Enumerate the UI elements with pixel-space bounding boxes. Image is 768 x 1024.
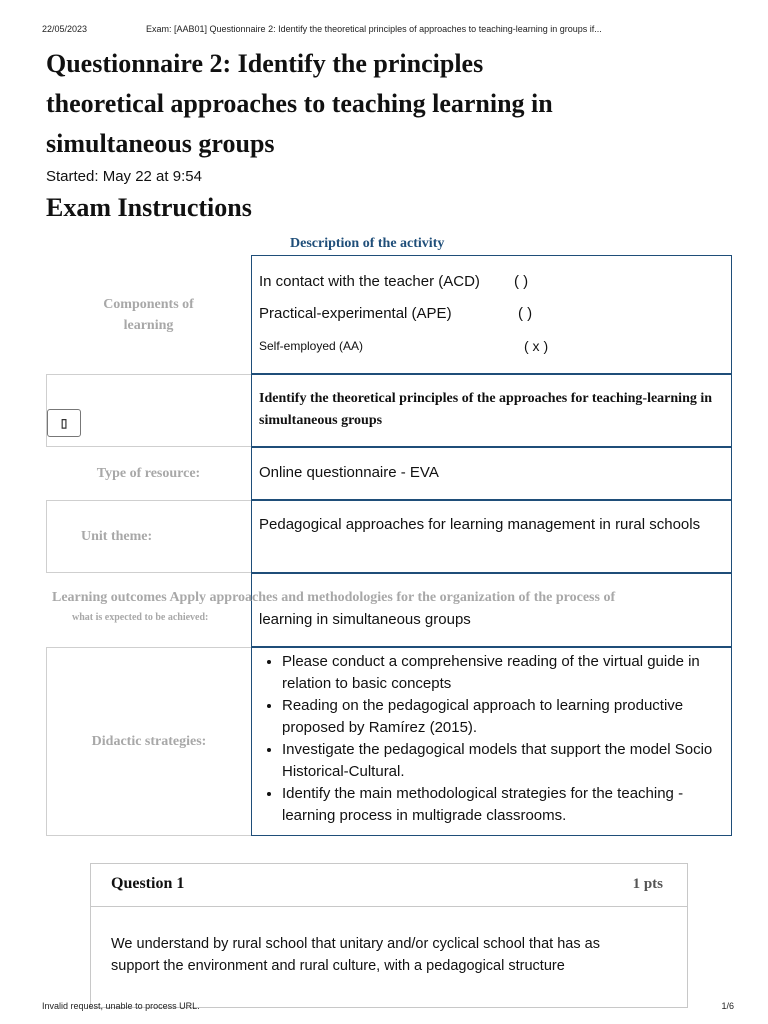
resource-label: Type of resource: (96, 466, 201, 481)
strategies-list (251, 647, 732, 836)
print-header (42, 24, 602, 34)
component-option-text: In contact with the teacher (ACD) (259, 273, 480, 290)
outcomes-label: Learning outcomes Apply approaches and methodologies for the organization of the process of (52, 590, 616, 605)
outcomes-value: learning in simultaneous groups (251, 573, 732, 647)
strategy-item: • Identify the main methodological strategies for the teaching - learning process in multigrade classrooms. (282, 783, 731, 827)
unit-theme-label: Unit theme: (46, 500, 251, 573)
started-time: Started: May 22 at 9:54 (46, 168, 202, 185)
outcomes-row (46, 573, 732, 647)
question-header (91, 864, 687, 907)
question-name: Question 1 (111, 875, 185, 892)
print-page-title: Exam: [AAB01] Questionnaire 2: Identify the theoretical principles of approaches to teaching-learning in groups if... (146, 24, 602, 34)
components-options (251, 255, 732, 374)
unit-theme-row (46, 500, 732, 573)
resource-row (46, 447, 732, 500)
image-placeholder-icon[interactable]: ▯ (47, 409, 81, 437)
strategy-item: • Please conduct a comprehensive reading of the virtual guide in relation to basic concepts (282, 651, 731, 695)
components-label: Components of learning (103, 296, 194, 333)
component-option-mark: ( ) (518, 305, 533, 322)
strategy-item: • Reading on the pedagogical approach to learning productive proposed by Ramírez (2015). (282, 695, 731, 739)
print-footer-message: Invalid request, unable to process URL. (42, 1001, 200, 1011)
activity-table-header: Description of the activity (290, 236, 445, 251)
topic-row (46, 374, 732, 447)
strategies-row (46, 647, 732, 836)
question-text: We understand by rural school that unitary and/or cyclical school that has as support the environment and rural culture, with a pedagogical structure (111, 936, 600, 974)
page-number: 1/6 (721, 1001, 734, 1011)
topic-label-cell (46, 374, 251, 447)
component-option-text: Self-employed (AA) (259, 339, 364, 353)
component-option-text: Practical-experimental (APE) (259, 305, 452, 322)
component-option-mark: ( ) (514, 273, 529, 290)
component-option (259, 266, 731, 298)
strategies-label: Didactic strategies: (46, 647, 251, 836)
component-option-mark: ( x ) (524, 338, 549, 354)
instructions-heading: Exam Instructions (46, 193, 252, 222)
print-date: 22/05/2023 (42, 24, 88, 34)
resource-value: Online questionnaire - EVA (251, 447, 732, 500)
print-footer (42, 1001, 734, 1011)
page-title: Questionnaire 2: Identify the principles theoretical approaches to teaching learning in simultaneous groups (46, 49, 553, 158)
question-card (90, 863, 688, 1008)
component-option (259, 330, 731, 362)
strategy-item: • Investigate the pedagogical models that support the model Socio Historical-Cultural. (282, 739, 731, 783)
question-points: 1 pts (632, 876, 663, 892)
topic-text: Identify the theoretical principles of the approaches for teaching-learning in simultaneous groups (251, 374, 732, 447)
component-option (259, 298, 731, 330)
components-row (46, 255, 732, 374)
outcomes-sub-label: what is expected to be achieved: (72, 612, 209, 623)
unit-theme-value: Pedagogical approaches for learning management in rural schools (251, 500, 732, 573)
